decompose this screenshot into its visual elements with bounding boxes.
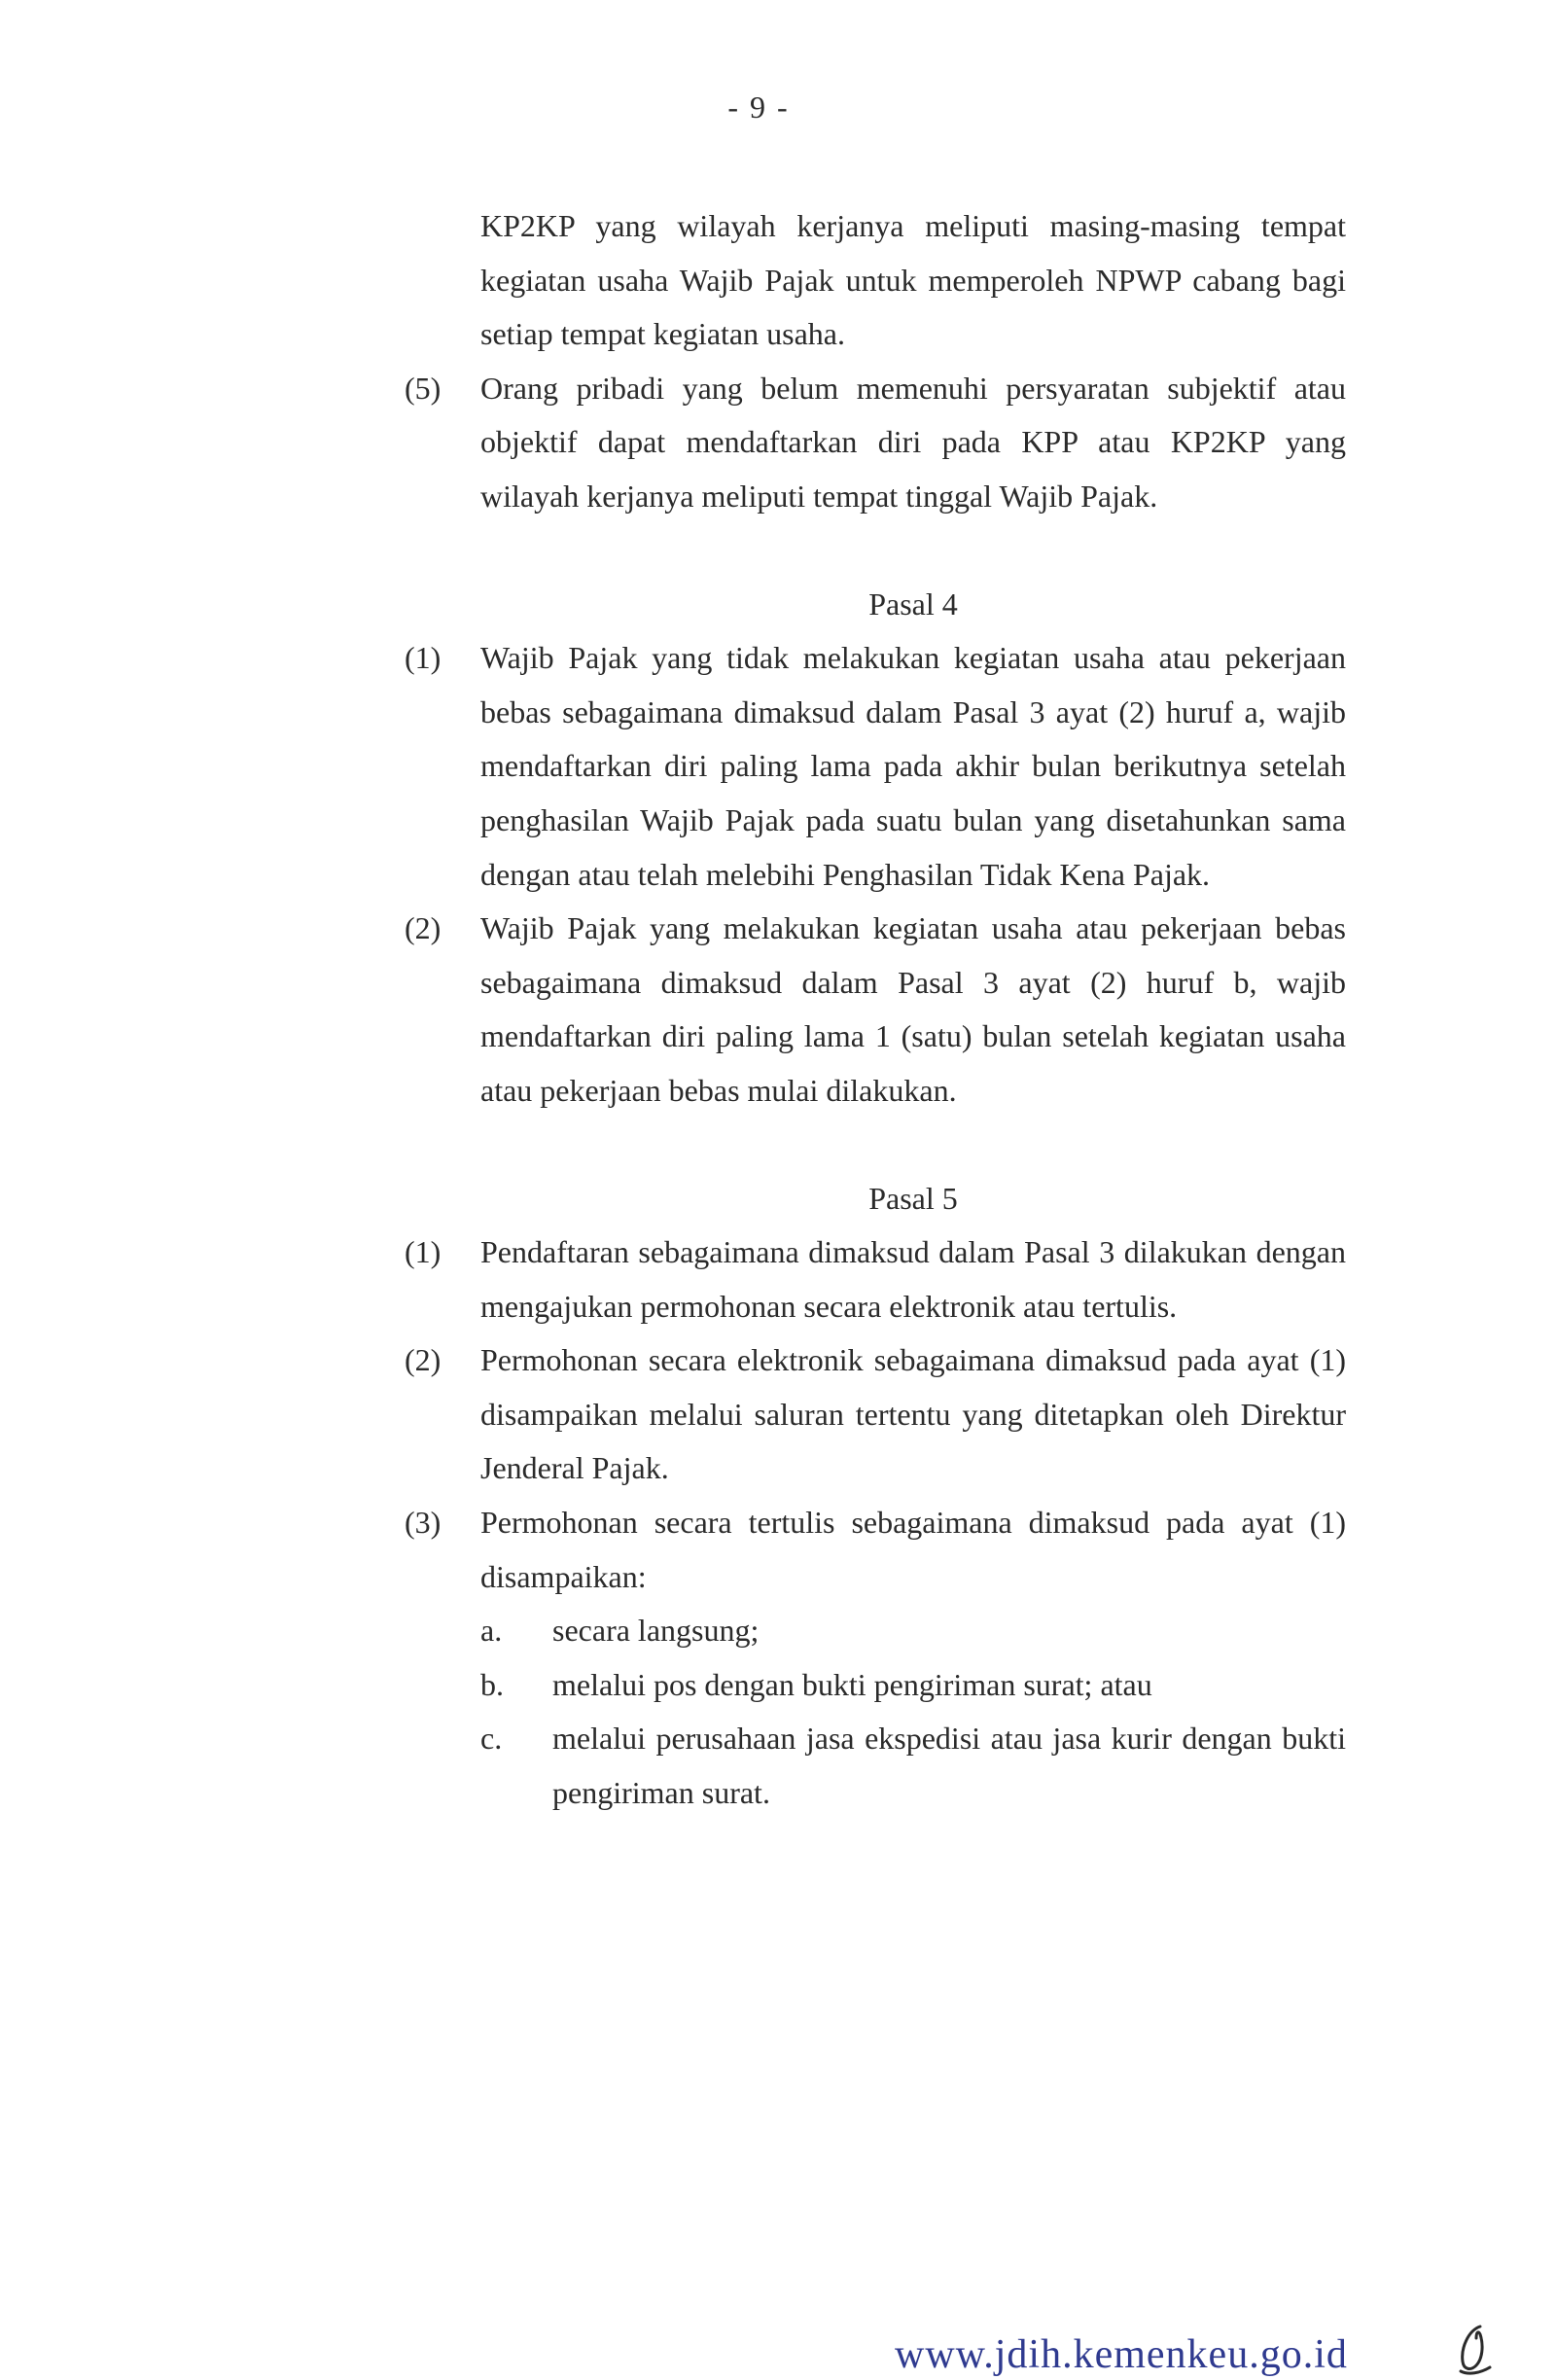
sublist-item-a [405,1604,1346,1658]
pasal3-item-5 [405,362,1346,524]
continuation-text: KP2KP yang wilayah kerjanya meliputi masing-masing tempat kegiatan usaha Wajib Pajak untuk memperoleh NPWP cabang bagi setiap tempat kegiatan usaha. [480,208,1346,352]
item-text: Wajib Pajak yang melakukan kegiatan usaha atau pekerjaan bebas sebagaimana dimaksud dalam Pasal 3 ayat (2) huruf b, wajib mendaftarkan diri paling lama 1 (satu) bulan setelah kegiatan usaha atau pekerjaan bebas mulai dilakukan. [480,910,1346,1108]
item-number: (1) [405,640,442,676]
document-body [405,199,1346,1821]
footer-website-link[interactable]: www.jdih.kemenkeu.go.id [895,2332,1348,2377]
sublist-item-c [405,1712,1346,1820]
list-letter: b. [480,1666,504,1702]
item-number: (1) [405,1234,442,1270]
pasal5-item-1 [405,1226,1346,1333]
page-number: - 9 - [727,89,790,124]
item-number: (2) [405,910,442,946]
item-number: (2) [405,1342,442,1378]
item-text: Permohonan secara tertulis sebagaimana dimaksud pada ayat (1) disampaikan: [480,1505,1346,1594]
pasal5-title: Pasal 5 [868,1180,958,1216]
handwritten-initial-icon [1451,2321,1500,2379]
list-letter: a. [480,1613,503,1649]
pasal4-item-2 [405,902,1346,1118]
item-text: Permohonan secara elektronik sebagaimana dimaksud pada ayat (1) disampaikan melalui saluran tertentu yang ditetapkan oleh Direktur Jenderal Pajak. [480,1342,1346,1486]
pasal5-item-2 [405,1333,1346,1496]
list-text: melalui perusahaan jasa ekspedisi atau jasa kurir dengan bukti pengiriman surat. [552,1721,1346,1811]
pasal5-item-3 [405,1496,1346,1604]
item-text: Pendaftaran sebagaimana dimaksud dalam Pasal 3 dilakukan dengan mengajukan permohonan secara elektronik atau tertulis. [480,1234,1346,1324]
item-text: Orang pribadi yang belum memenuhi persyaratan subjektif atau objektif dapat mendaftarkan diri pada KPP atau KP2KP yang wilayah kerjanya meliputi tempat tinggal Wajib Pajak. [480,370,1346,514]
list-text: melalui pos dengan bukti pengiriman surat; atau [552,1666,1152,1702]
pasal4-item-1 [405,631,1346,902]
item-text: Wajib Pajak yang tidak melakukan kegiatan usaha atau pekerjaan bebas sebagaimana dimaksud dalam Pasal 3 ayat (2) huruf a, wajib mendaftarkan diri paling lama pada akhir bulan berikutnya setelah penghasilan Wajib Pajak pada suatu bulan yang disetahunkan sama dengan atau telah melebihi Penghasilan Tidak Kena Pajak. [480,640,1346,892]
sublist-item-b [405,1658,1346,1713]
item-number: (5) [405,370,442,406]
list-text: secara langsung; [552,1613,760,1649]
pasal4-title: Pasal 4 [868,586,958,622]
list-letter: c. [480,1721,503,1757]
item-number: (3) [405,1505,442,1541]
